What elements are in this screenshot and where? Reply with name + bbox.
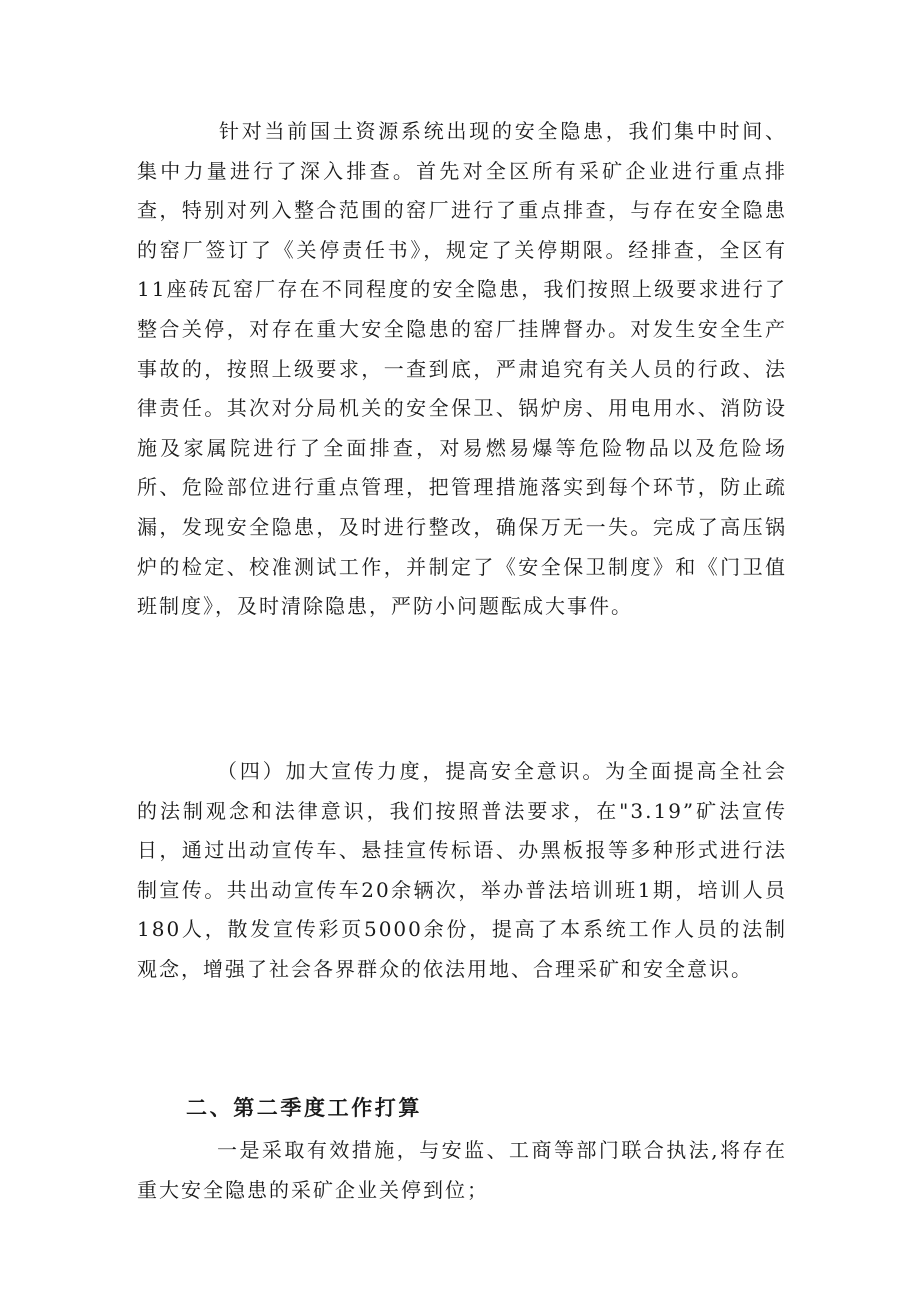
- body-paragraph-publicity: （四）加大宣传力度，提高安全意识。为全面提高全社会的法制观念和法律意识，我们按照普法要求，在"3.19”矿法宣传日，通过出动宣传车、悬挂宣传标语、办黑板报等多种形式进行法制宣传。共出动宣传车20余辆次，举办普法培训班1期，培训人员180人，散发宣传彩页5000余份，提高了本系统工作人员的法制观念，增强了社会各界群众的依法用地、合理采矿和安全意识。: [137, 759, 787, 981]
- body-paragraph-safety-inspection: 针对当前国土资源系统出现的安全隐患，我们集中时间、集中力量进行了深入排查。首先对全区所有采矿企业进行重点排查，特别对列入整合范围的窑厂进行了重点排查，与存在安全隐患的窑厂签订了《关停责任书》，规定了关停期限。经排查，全区有11座砖瓦窑厂存在不同程度的安全隐患，我们按照上级要求进行了整合关停，对存在重大安全隐患的窑厂挂牌督办。对发生安全生产事故的，按照上级要求，一查到底，严肃追究有关人员的行政、法律责任。其次对分局机关的安全保卫、锅炉房、用电用水、消防设施及家属院进行了全面排查，对易燃易爆等危险物品以及危险场所、危险部位进行重点管理，把管理措施落实到每个环节，防止疏漏，发现安全隐患，及时进行整改，确保万无一失。完成了高压锅炉的检定、校准测试工作，并制定了《安全保卫制度》和《门卫值班制度》，及时清除隐患，严防小问题酝成大事件。: [137, 119, 787, 619]
- section-heading: 二、第二季度工作打算: [186, 1095, 422, 1120]
- body-paragraph-plan-item-1: 一是采取有效措施，与安监、工商等部门联合执法,将存在重大安全隐患的采矿企业关停到位；: [137, 1138, 787, 1202]
